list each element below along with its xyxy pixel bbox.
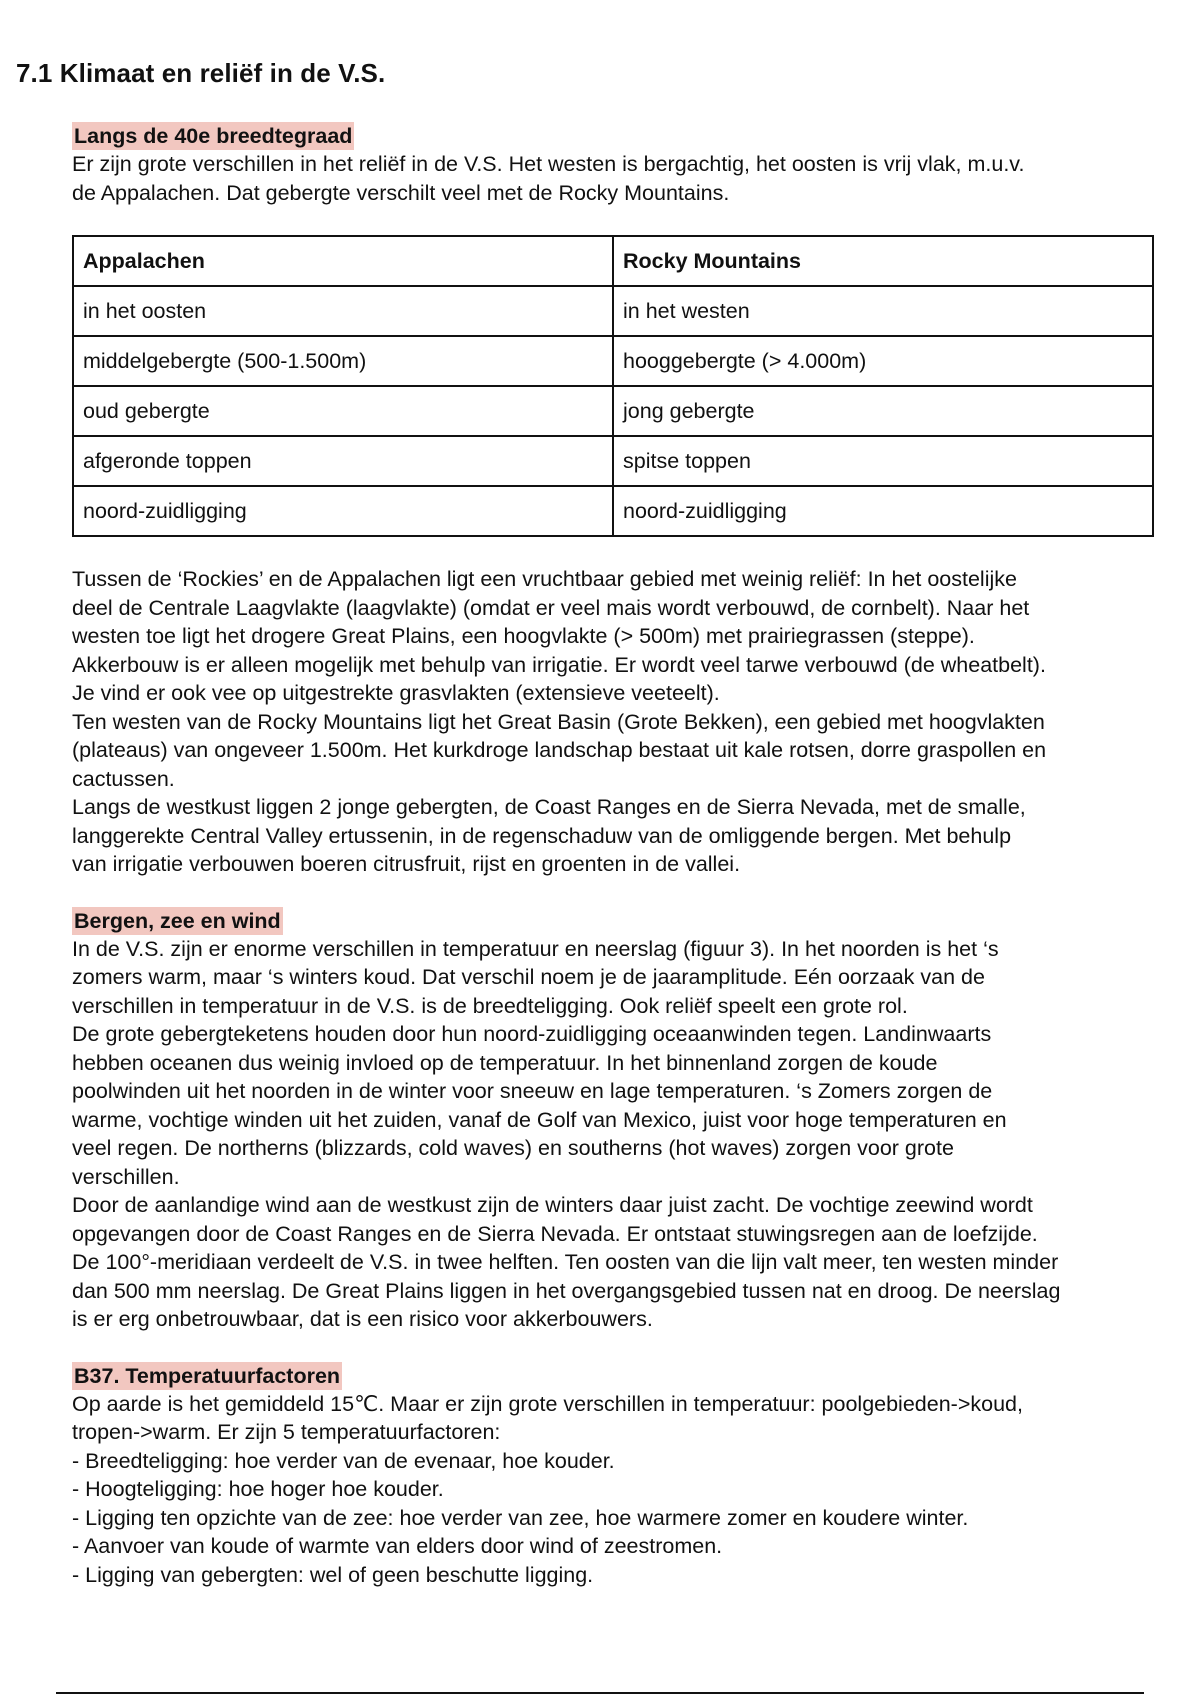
- text-line: warme, vochtige winden uit het zuiden, vanaf de Golf van Mexico, juist voor hoge temperaturen en: [72, 1107, 1007, 1132]
- section-bergen-zee-wind: [72, 907, 1182, 1334]
- table-cell: spitse toppen: [613, 436, 1153, 486]
- table-header-row: [73, 236, 1153, 286]
- comparison-table-wrapper: [72, 235, 1182, 537]
- column-header: Rocky Mountains: [613, 236, 1153, 286]
- section-40e-breedtegraad: [72, 122, 1182, 207]
- text-line: Door de aanlandige wind aan de westkust zijn de winters daar juist zacht. De vochtige zeewind wordt: [72, 1193, 1033, 1217]
- section-temperatuurfactoren: [72, 1362, 1182, 1590]
- table-row: [73, 286, 1153, 336]
- list-item: - Breedteligging: hoe verder van de evenaar, hoe kouder.: [72, 1448, 615, 1473]
- text-line: langgerekte Central Valley ertussenin, in de regenschaduw van de omliggende bergen. Met behulp: [72, 823, 1012, 848]
- list-item: - Ligging van gebergten: wel of geen beschutte ligging.: [72, 1562, 594, 1587]
- text-line: (plateaus) van ongeveer 1.500m. Het kurkdroge landschap bestaat uit kale rotsen, dorre graspollen en: [72, 738, 1047, 762]
- mountain-comparison-table: [72, 235, 1154, 537]
- text-line: Je vind er ook vee op uitgestrekte grasvlakten (extensieve veeteelt).: [72, 681, 720, 705]
- text-line: De grote gebergteketens houden door hun noord-zuidligging oceaanwinden tegen. Landinwaarts: [72, 1022, 992, 1046]
- text-line: In de V.S. zijn er enorme verschillen in temperatuur en neerslag (figuur 3). In het noorden is het ‘s: [72, 936, 999, 961]
- text-line: Er zijn grote verschillen in het reliëf in de V.S. Het westen is bergachtig, het oosten is vrij vlak, m.u.v.: [72, 152, 1025, 176]
- table-row: [73, 386, 1153, 436]
- table-cell: hooggebergte (> 4.000m): [613, 336, 1153, 386]
- climate-paragraph: [72, 935, 1182, 1334]
- text-line: verschillen in temperatuur in de V.S. is de breedteligging. Ook reliëf speelt een grote rol.: [72, 993, 908, 1018]
- text-line: De 100°-meridiaan verdeelt de V.S. in twee helften. Ten oosten van die lijn valt meer, ten westen minder: [72, 1250, 1059, 1274]
- text-line: opgevangen door de Coast Ranges en de Sierra Nevada. Er ontstaat stuwingsregen aan de loefzijde.: [72, 1221, 1038, 1246]
- text-line: cactussen.: [72, 766, 175, 791]
- text-line: is er erg onbetrouwbaar, dat is een risico voor akkerbouwers.: [72, 1307, 653, 1331]
- table-row: [73, 486, 1153, 536]
- text-line: hebben oceanen dus weinig invloed op de temperatuur. In het binnenland zorgen de koude: [72, 1050, 938, 1075]
- content-column: [72, 122, 1182, 1589]
- section-heading: Bergen, zee en wind: [74, 908, 281, 933]
- table-cell: jong gebergte: [613, 386, 1153, 436]
- intro-paragraph: [72, 150, 1182, 207]
- table-cell: oud gebergte: [73, 386, 613, 436]
- table-cell: in het westen: [613, 286, 1153, 336]
- text-line: verschillen.: [72, 1164, 180, 1189]
- text-line: veel regen. De northerns (blizzards, cold waves) en southerns (hot waves) zorgen voor grote: [72, 1136, 954, 1160]
- text-line: de Appalachen. Dat gebergte verschilt veel met de Rocky Mountains.: [72, 180, 730, 205]
- text-line: deel de Centrale Laagvlakte (laagvlakte) (omdat er veel mais wordt verbouwd, de cornbelt). Naar het: [72, 595, 1030, 620]
- table-cell: middelgebergte (500-1.500m): [73, 336, 613, 386]
- section-heading: B37. Temperatuurfactoren: [74, 1363, 341, 1388]
- landscape-paragraph: [72, 565, 1182, 879]
- table-row: [73, 436, 1153, 486]
- text-line: zomers warm, maar ‘s winters koud. Dat verschil noem je de jaaramplitude. Eén oorzaak van de: [72, 965, 985, 989]
- chapter-title: 7.1 Klimaat en reliëf in de V.S.: [16, 58, 386, 88]
- table-cell: in het oosten: [73, 286, 613, 336]
- text-line: Ten westen van de Rocky Mountains ligt het Great Basin (Grote Bekken), een gebied met hoogvlakten: [72, 709, 1045, 734]
- text-line: Langs de westkust liggen 2 jonge gebergten, de Coast Ranges en de Sierra Nevada, met de smalle,: [72, 795, 1026, 819]
- list-item: - Ligging ten opzichte van de zee: hoe verder van zee, hoe warmere zomer en koudere winter.: [72, 1505, 969, 1530]
- text-line: dan 500 mm neerslag. De Great Plains liggen in het overgangsgebied tussen nat en droog. De neerslag: [72, 1278, 1061, 1303]
- table-cell: noord-zuidligging: [73, 486, 613, 536]
- table-row: [73, 336, 1153, 386]
- list-item: - Hoogteligging: hoe hoger hoe kouder.: [72, 1477, 444, 1501]
- temperature-factors-paragraph: [72, 1390, 1182, 1590]
- text-line: Op aarde is het gemiddeld 15℃. Maar er zijn grote verschillen in temperatuur: poolgebieden->koud,: [72, 1391, 1023, 1416]
- section-heading: Langs de 40e breedtegraad: [74, 124, 353, 148]
- text-line: Akkerbouw is er alleen mogelijk met behulp van irrigatie. Er wordt veel tarwe verbouwd (de wheatbelt).: [72, 652, 1046, 677]
- table-cell: noord-zuidligging: [613, 486, 1153, 536]
- list-item: - Aanvoer van koude of warmte van elders door wind of zeestromen.: [72, 1534, 723, 1558]
- text-line: westen toe ligt het drogere Great Plains, een hoogvlakte (> 500m) met prairiegrassen (steppe).: [72, 624, 975, 648]
- text-line: tropen->warm. Er zijn 5 temperatuurfactoren:: [72, 1420, 501, 1444]
- column-header: Appalachen: [73, 236, 613, 286]
- text-line: van irrigatie verbouwen boeren citrusfruit, rijst en groenten in de vallei.: [72, 852, 741, 876]
- text-line: Tussen de ‘Rockies’ en de Appalachen ligt een vruchtbaar gebied met weinig reliëf: In het oostelijke: [72, 567, 1017, 591]
- page-bottom-divider: [56, 1692, 1144, 1694]
- table-cell: afgeronde toppen: [73, 436, 613, 486]
- text-line: poolwinden uit het noorden in de winter voor sneeuw en lage temperaturen. ‘s Zomers zorgen de: [72, 1079, 993, 1103]
